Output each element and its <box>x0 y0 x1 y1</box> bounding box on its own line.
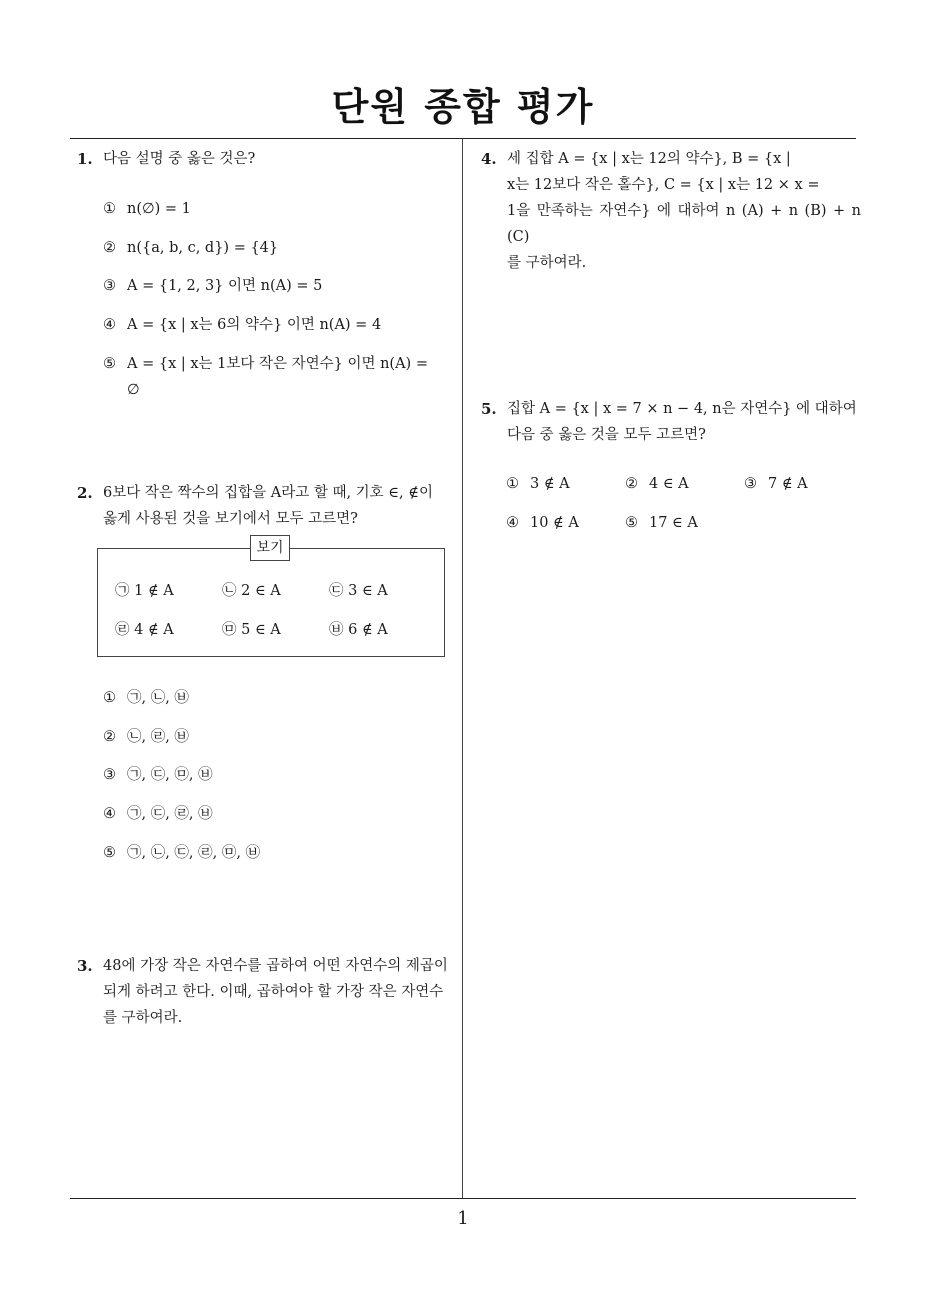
bogi-text: 1 ∉ A <box>134 583 174 599</box>
question-text-line: 되게 하려고 한다. 이때, 곱하여야 할 가장 작은 자연수 <box>103 984 444 1000</box>
bogi-item <box>329 620 388 640</box>
question-number: 2. <box>77 484 93 502</box>
question-number: 1. <box>77 150 93 168</box>
answer-option[interactable] <box>103 685 189 711</box>
option-mark: ⑤ <box>103 845 116 861</box>
option-text: 17 ∈ A <box>649 515 698 531</box>
option-text: 7 ∉ A <box>768 476 808 492</box>
option-text: 4 ∈ A <box>649 476 689 492</box>
answer-option[interactable] <box>103 273 322 299</box>
bogi-text: 2 ∈ A <box>241 583 281 599</box>
option-mark: ① <box>103 201 116 217</box>
answer-option[interactable] <box>103 196 191 222</box>
option-text: 3 ∉ A <box>530 476 570 492</box>
question-number: 5. <box>481 400 497 418</box>
option-text: n({a, b, c, d}) = {4} <box>127 240 279 256</box>
page-title: 단원 종합 평가 <box>331 85 595 129</box>
column-divider <box>462 139 463 1199</box>
option-mark: ① <box>103 690 116 706</box>
option-text: ㉡, ㉣, ㉥ <box>127 729 189 745</box>
question-text-line: 1을 만족하는 자연수} 에 대하여 n (A) + n (B) + n (C) <box>507 203 861 245</box>
question-text-line: 48에 가장 작은 자연수를 곱하여 어떤 자연수의 제곱이 <box>103 958 448 974</box>
bogi-mark: ㉢ <box>329 583 344 599</box>
answer-option[interactable] <box>744 471 808 497</box>
answer-option[interactable] <box>103 235 278 261</box>
question-1 <box>77 146 449 172</box>
question-2 <box>77 480 457 532</box>
bogi-text: 5 ∈ A <box>241 622 281 638</box>
answer-option[interactable] <box>103 312 381 338</box>
bogi-mark: ㉥ <box>329 622 344 638</box>
answer-option[interactable] <box>625 471 689 497</box>
option-mark: ③ <box>103 278 116 294</box>
question-number: 3. <box>77 957 93 975</box>
question-text: 다음 설명 중 옳은 것은? <box>103 151 256 167</box>
option-text: ㉠, ㉢, ㉤, ㉥ <box>127 767 213 783</box>
bottom-rule <box>70 1198 856 1199</box>
answer-option[interactable] <box>506 510 579 536</box>
bogi-box <box>97 548 445 657</box>
question-5 <box>481 396 861 448</box>
option-mark: ③ <box>744 476 757 492</box>
bogi-mark: ㉤ <box>222 622 237 638</box>
question-text-line: 옳게 사용된 것을 보기에서 모두 고르면? <box>103 511 358 527</box>
bogi-text: 6 ∉ A <box>348 622 388 638</box>
option-mark: ⑤ <box>103 356 116 372</box>
answer-option[interactable] <box>103 724 189 750</box>
bogi-item <box>115 620 174 640</box>
option-mark: ⑤ <box>625 515 638 531</box>
bogi-text: 3 ∈ A <box>348 583 388 599</box>
question-3 <box>77 953 457 1031</box>
question-text-line: 다음 중 옳은 것을 모두 고르면? <box>507 427 706 443</box>
option-mark: ② <box>103 240 116 256</box>
bogi-label: 보기 <box>250 535 290 561</box>
question-text-line: 집합 A = {x | x = 7 × n − 4, n은 자연수} 에 대하여 <box>507 401 857 417</box>
option-mark: ② <box>103 729 116 745</box>
bogi-item <box>222 620 281 640</box>
bogi-item <box>115 581 174 601</box>
answer-option[interactable] <box>506 471 570 497</box>
question-text-line: 를 구하여라. <box>103 1010 183 1026</box>
option-mark: ④ <box>103 806 116 822</box>
question-number: 4. <box>481 150 497 168</box>
option-mark: ③ <box>103 767 116 783</box>
question-text-line: 6보다 작은 짝수의 집합을 A라고 할 때, 기호 ∈, ∉이 <box>103 485 433 501</box>
bogi-item <box>329 581 388 601</box>
option-text: ㉠, ㉡, ㉢, ㉣, ㉤, ㉥ <box>127 845 261 861</box>
option-text: n(∅) = 1 <box>127 201 191 217</box>
option-text: A = {x | x는 6의 약수} 이면 n(A) = 4 <box>127 317 382 333</box>
question-text-line: 세 집합 A = {x | x는 12의 약수}, B = {x | <box>507 151 791 167</box>
question-4 <box>481 146 861 276</box>
answer-option[interactable] <box>103 351 428 377</box>
bogi-item <box>222 581 281 601</box>
option-text: A = {1, 2, 3} 이면 n(A) = 5 <box>127 278 323 294</box>
bogi-text: 4 ∉ A <box>134 622 174 638</box>
option-mark: ④ <box>506 515 519 531</box>
bogi-mark: ㉡ <box>222 583 237 599</box>
answer-option[interactable] <box>103 762 213 788</box>
option-mark: ② <box>625 476 638 492</box>
option-text: A = {x | x는 1보다 작은 자연수} 이면 n(A) = <box>127 356 428 372</box>
answer-option[interactable] <box>625 510 698 536</box>
question-text-line: 를 구하여라. <box>507 255 587 271</box>
page-number: 1 <box>457 1208 469 1229</box>
option-text: 10 ∉ A <box>530 515 579 531</box>
answer-option[interactable] <box>103 801 213 827</box>
option-mark: ① <box>506 476 519 492</box>
option-mark: ④ <box>103 317 116 333</box>
bogi-mark: ㉠ <box>115 583 130 599</box>
answer-option-continuation <box>127 377 140 403</box>
option-text: ∅ <box>127 382 140 398</box>
bogi-mark: ㉣ <box>115 622 130 638</box>
answer-option[interactable] <box>103 840 260 866</box>
option-text: ㉠, ㉢, ㉣, ㉥ <box>127 806 213 822</box>
question-text-line: x는 12보다 작은 홀수}, C = {x | x는 12 × x = <box>507 177 820 193</box>
option-text: ㉠, ㉡, ㉥ <box>127 690 189 706</box>
top-rule <box>70 138 856 139</box>
